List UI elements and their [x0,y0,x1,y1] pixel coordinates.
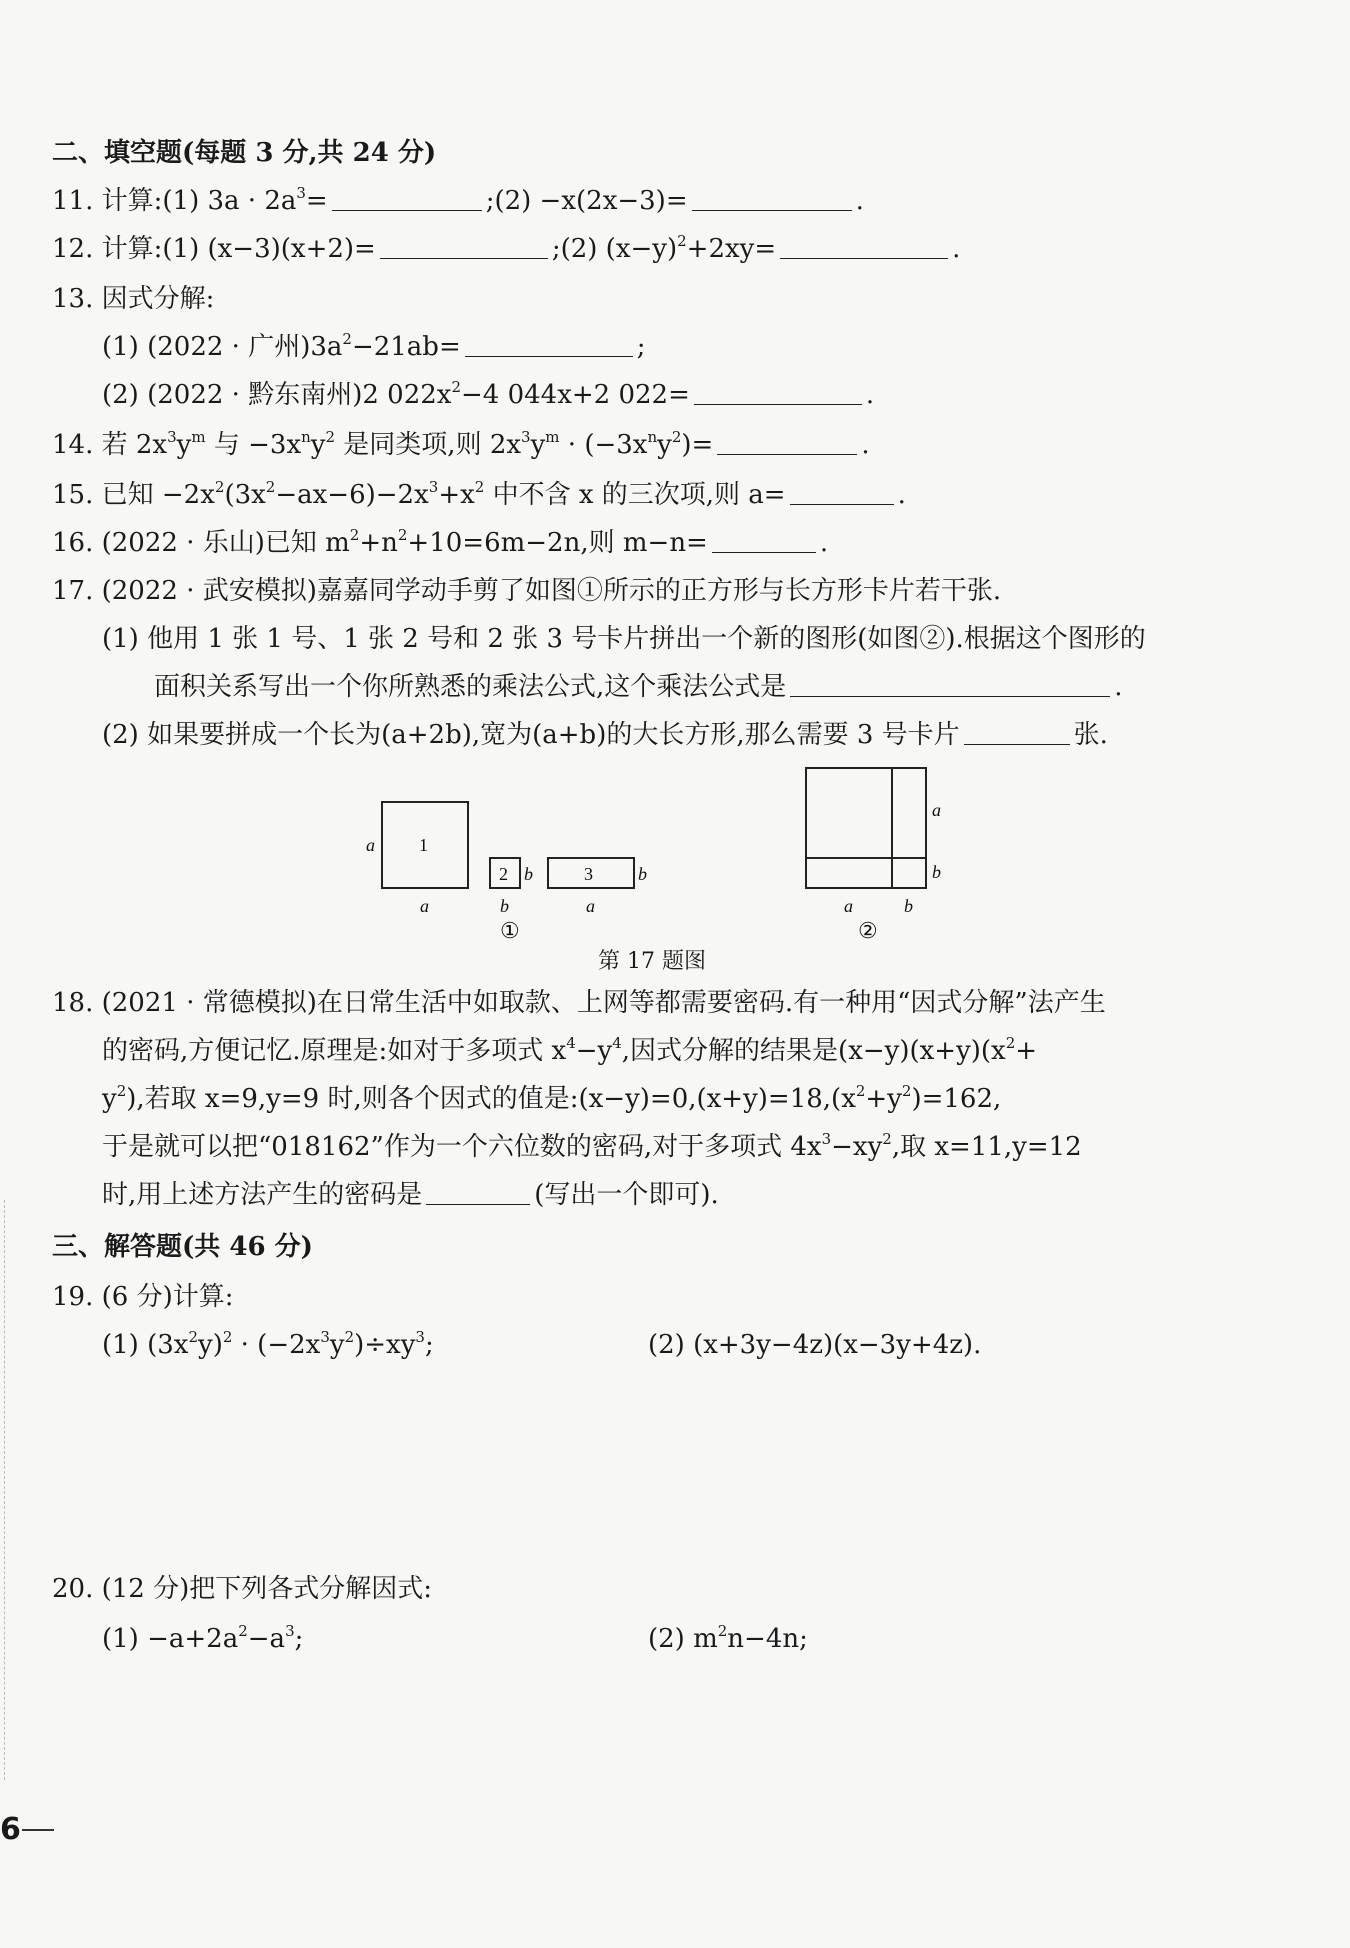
card3-number: 3 [584,864,593,884]
q14-answer-blank[interactable] [717,428,857,455]
q15-s2: 2 [265,478,276,496]
question-19 [52,1280,233,1314]
q17-p1b: 面积关系写出一个你所熟悉的乘法公式,这个乘法公式是 [154,672,787,702]
q19-p1-s2: 2 [222,1328,233,1346]
section-fill-in-title: 二、填空题(每题 3 分,共 24 分) [52,138,437,168]
q13-p1-sup: 2 [342,330,352,348]
q11-sup: 3 [296,184,306,202]
q11-answer-blank-2[interactable] [692,184,852,211]
figure-2-label: ② [858,918,878,940]
q14-s8: 2 [671,428,682,446]
q19-p1-s4: 2 [344,1328,355,1346]
q14-b: y [176,430,192,460]
q20-p2-a: (2) m [648,1624,718,1654]
q12-end: . [952,234,961,264]
q13-title: 因式分解: [101,284,215,314]
q13-p1-b: −21ab= [351,332,461,362]
q19-p1-d: y [329,1330,345,1360]
q11-eq: = [305,186,328,216]
q18-l3d: )=162, [911,1084,1002,1114]
q17-p1-end: . [1114,672,1123,702]
q18-l4a: 于是就可以把“018162”作为一个六位数的密码,对于多项式 4x [102,1132,822,1162]
question-13 [52,282,214,316]
q17-figure [360,760,960,940]
q14-i: )= [681,430,714,460]
fig2-right-label-b: b [932,862,941,882]
q19-p1-e: )÷xy [354,1330,416,1360]
q13-part-2 [102,378,874,412]
q16-c: +10=6m−2n,则 m−n= [407,528,708,558]
q14-s6: m [545,428,560,446]
q11-end: . [855,186,864,216]
q12-part2: ;(2) (x−y) [551,234,678,264]
q15-s1: 2 [214,478,225,496]
q16-s1: 2 [349,526,360,544]
q14-s4: 2 [325,428,336,446]
q17-number: 17. [52,576,94,606]
q15-d: +x [438,480,475,510]
q20-title: (12 分)把下列各式分解因式: [101,1574,433,1604]
q18-l2s1: 4 [566,1034,576,1052]
q18-l2s2: 4 [612,1034,622,1052]
question-17 [52,574,1001,608]
q16-s2: 2 [397,526,408,544]
q15-answer-blank[interactable] [790,478,894,505]
q18-l2c: ,因式分解的结果是(x−y)(x+y)(x [621,1036,1006,1066]
card1-number: 1 [419,835,428,855]
q20-part-2 [648,1622,808,1656]
question-16 [52,526,828,560]
q20-answer-area[interactable] [102,1666,1252,1806]
fig2-bottom-label-a: a [844,896,853,916]
q13-p1-end: ; [636,332,646,362]
question-18-line-2 [102,1034,1037,1068]
q19-title: (6 分)计算: [101,1282,234,1312]
q12-part3: +2xy= [686,234,777,264]
fig2-bottom-label-b: b [904,896,913,916]
q20-p1-c: ; [294,1624,304,1654]
q16-b: +n [359,528,398,558]
question-15 [52,478,906,512]
q18-l5b: (写出一个即可). [534,1180,719,1210]
q17-p2-end: 张. [1073,720,1108,750]
question-11 [52,184,864,218]
q18-l5a: 时,用上述方法产生的密码是 [102,1180,423,1210]
q20-part-1 [102,1622,303,1656]
q19-part-2: (2) (x+3y−4z)(x−3y+4z). [648,1330,982,1360]
q17-p2: (2) 如果要拼成一个长为(a+2b),宽为(a+b)的大长方形,那么需要 3 号卡片 [102,720,960,750]
q15-s4: 2 [474,478,485,496]
q18-l2b: −y [575,1036,613,1066]
q15-b: (3x [224,480,266,510]
q19-answer-area[interactable] [102,1372,1252,1562]
q18-l3b: ),若取 x=9,y=9 时,则各个因式的值是:(x−y)=0,(x+y)=18,(x [126,1084,856,1114]
q19-p1-c: · (−2x [232,1330,321,1360]
card2-bottom-label-b: b [500,896,509,916]
q14-g: · (−3x [559,430,648,460]
q19-number: 19. [52,1282,94,1312]
q20-p1-b: −a [247,1624,286,1654]
q15-number: 15. [52,480,94,510]
fig2-right-label-a: a [932,800,941,820]
q14-f: y [530,430,546,460]
q16-answer-blank[interactable] [712,526,816,553]
q14-s1: 3 [167,428,177,446]
q18-l3s1: 2 [116,1082,127,1100]
q12-answer-blank-2[interactable] [780,232,948,259]
q14-c: 与 −3x [205,430,302,460]
q14-s7: n [647,428,658,446]
question-14 [52,428,870,462]
q18-answer-blank[interactable] [426,1178,530,1205]
q15-s3: 3 [428,478,439,496]
q13-p2-end: . [865,380,875,410]
q11-number: 11. [52,186,94,216]
q18-l3s2: 2 [855,1082,866,1100]
q18-l1: (2021 · 常德模拟)在日常生活中如取款、上网等都需要密码.有一种用“因式分解”法产生 [101,988,1106,1018]
q13-p2-answer-blank[interactable] [694,378,862,405]
q17-part-2 [102,718,1108,752]
q18-l4s1: 3 [821,1130,832,1148]
q18-l3c: +y [865,1084,902,1114]
q19-p1-a: (1) (3x [102,1330,189,1360]
card3-side-label-b: b [638,864,647,884]
q15-a: 已知 −2x [101,480,215,510]
question-20 [52,1572,432,1606]
q12-sup: 2 [677,232,687,250]
q18-l3a: y [102,1084,117,1114]
binding-margin-line [4,1200,5,1780]
q12-answer-blank-1[interactable] [380,232,548,259]
q20-p1-a: (1) −a+2a [102,1624,239,1654]
q16-end: . [819,528,829,558]
q18-l2a: 的密码,方便记忆.原理是:如对于多项式 x [102,1036,567,1066]
q15-e: 中不含 x 的三次项,则 a= [484,480,786,510]
q14-s5: 3 [521,428,531,446]
q17-part-1-line-1: (1) 他用 1 张 1 号、1 张 2 号和 2 张 3 号卡片拼出一个新的图形(如图②).根据这个图形的 [102,624,1146,654]
card3-bottom-label-a: a [586,896,595,916]
q11-answer-blank-1[interactable] [332,184,482,211]
q19-part-1 [102,1328,434,1362]
q20-p2-b: n−4n; [727,1624,808,1654]
q13-p2-a: (2) (2022 · 黔东南州)2 022x [102,380,452,410]
card1-side-label-a: a [366,835,375,855]
question-18-line-3 [102,1082,1001,1116]
q18-l4c: ,取 x=11,y=12 [891,1132,1082,1162]
card2-number: 2 [499,864,508,884]
page-number: 6 [0,1812,21,1847]
q17-text: (2022 · 武安模拟)嘉嘉同学动手剪了如图①所示的正方形与长方形卡片若干张. [101,576,1002,606]
q12-number: 12. [52,234,94,264]
q17-p2-answer-blank[interactable] [964,718,1070,745]
q18-l4s2: 2 [882,1130,892,1148]
q16-a: (2022 · 乐山)已知 m [101,528,350,558]
q17-part-1-line-2 [154,670,1123,704]
question-18-line-5 [102,1178,719,1212]
q13-p2-b: −4 044x+2 022= [461,380,690,410]
section-solve-title: 三、解答题(共 46 分) [52,1232,313,1262]
q12-part1: 计算:(1) (x−3)(x+2)= [101,234,376,264]
q14-number: 14. [52,430,94,460]
q18-l4b: −xy [831,1132,883,1162]
question-18-line-4 [102,1130,1082,1164]
figure-1-label: ① [500,918,520,940]
q13-p1-a: (1) (2022 · 广州)3a [102,332,343,362]
q18-l3s3: 2 [901,1082,912,1100]
q19-p1-s1: 2 [188,1328,198,1346]
q14-e: 是同类项,则 2x [335,430,522,460]
q17-figure-caption: 第 17 题图 [598,949,706,974]
q13-p1-answer-blank[interactable] [465,330,633,357]
q14-s2: m [191,428,206,446]
q19-p1-f: ; [424,1330,434,1360]
q18-l2s3: 2 [1005,1034,1016,1052]
q13-part-1 [102,330,646,364]
question-18-line-1 [52,986,1106,1020]
q14-a: 若 2x [101,430,168,460]
q14-h: y [657,430,672,460]
page-number-dash [22,1829,54,1831]
q11-part2: ;(2) −x(2x−3)= [485,186,688,216]
q11-part1: 计算:(1) 3a · 2a [101,186,297,216]
q20-p1-s1: 2 [238,1622,248,1640]
q17-p1-answer-blank[interactable] [790,670,1110,697]
q14-s3: n [301,428,311,446]
q18-number: 18. [52,988,94,1018]
q15-c: −ax−6)−2x [275,480,429,510]
fig2-outer-square [806,768,926,888]
q13-number: 13. [52,284,94,314]
card2-side-label-b: b [524,864,533,884]
card1-bottom-label-a: a [420,896,429,916]
question-12 [52,232,960,266]
q14-d: y [310,430,326,460]
q20-number: 20. [52,1574,94,1604]
q15-end: . [897,480,906,510]
q13-p2-sup: 2 [451,378,461,396]
q19-p1-s3: 3 [320,1328,330,1346]
q20-p2-s1: 2 [717,1622,728,1640]
q20-p1-s2: 3 [285,1622,295,1640]
q19-p1-b: y) [198,1330,223,1360]
q18-l2d: + [1015,1036,1038,1066]
q16-number: 16. [52,528,94,558]
q19-p1-s5: 3 [415,1328,425,1346]
q14-end: . [861,430,870,460]
